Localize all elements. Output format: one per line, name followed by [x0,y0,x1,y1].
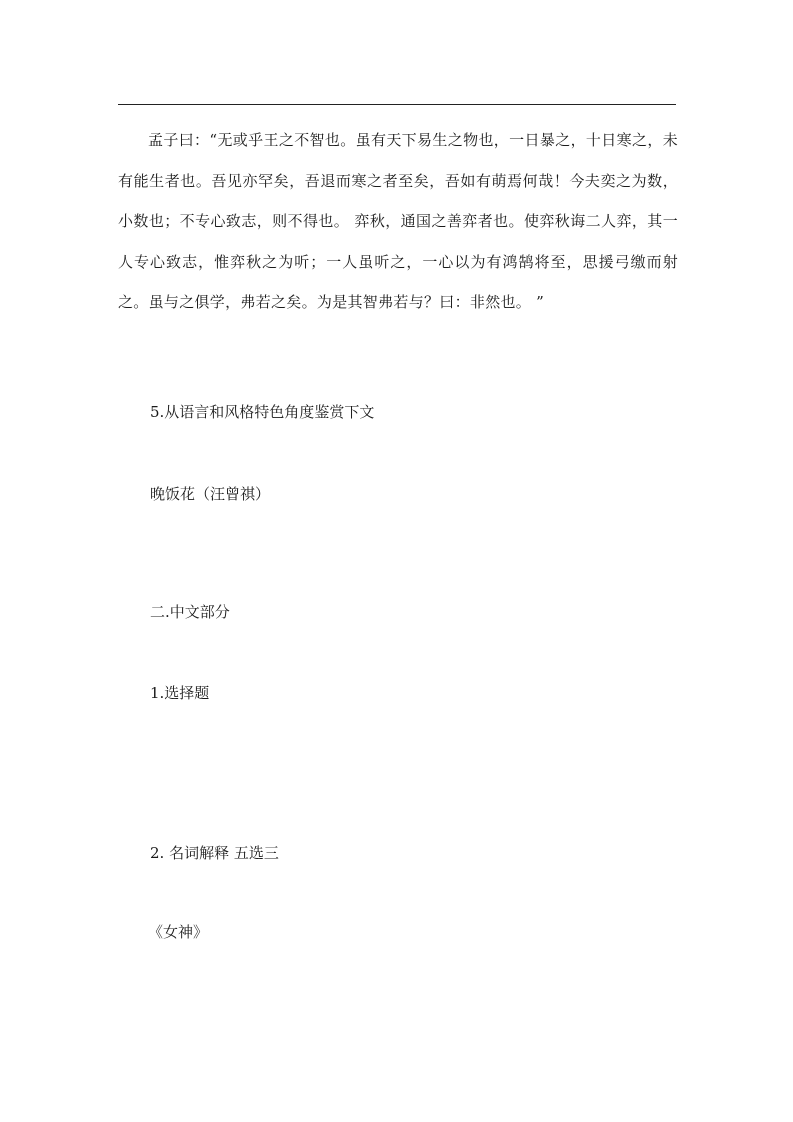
multiple-choice-heading: 1.选择题 [150,684,210,702]
essay-title: 晚饭花（汪曾祺） [150,485,271,503]
section-chinese-heading: 二.中文部分 [150,603,230,621]
header-rule [118,104,676,105]
term-nvshen: 《女神》 [148,923,209,941]
question-5-heading: 5.从语言和风格特色角度鉴赏下文 [150,403,375,421]
term-definition-heading: 2. 名词解释 五选三 [150,844,279,862]
mencius-passage: 孟子曰：“无或乎王之不智也。虽有天下易生之物也，一日暴之，十日寒之，未有能生者也。吾见亦罕矣，吾退而寒之者至矣，吾如有萌焉何哉！今夫奕之为数，小数也；不专心致志，则不得也。 弈秋，通国之善弈者也。使弈秋诲二人弈，其一人专心致志，惟弈秋之为听；一人虽听之，一心以为有鸿鹄将至，思援弓缴而射之。虽与之俱学，弗若之矣。为是其智弗若与？曰：非然也。 ” [118,131,678,311]
